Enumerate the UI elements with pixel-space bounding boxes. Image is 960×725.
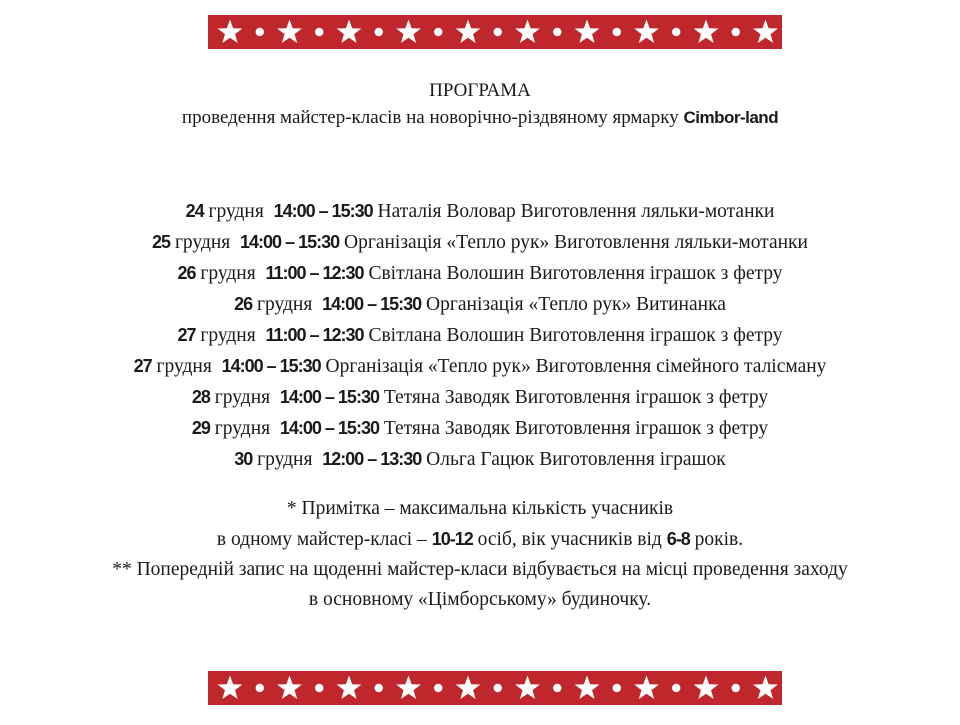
participant-age: 6-8 — [666, 529, 690, 549]
schedule-time: 14:00 – 15:30 — [279, 387, 379, 407]
schedule-month: грудня — [208, 201, 264, 222]
schedule-month: грудня — [174, 232, 231, 253]
dot-icon — [613, 684, 621, 692]
note-2-line-2: в основному «Цімборському» будиночку. — [308, 589, 652, 610]
schedule-activity: Виготовлення іграшок з фетру — [514, 387, 769, 408]
schedule-host: Організація «Тепло рук» — [325, 356, 531, 377]
schedule-time: 12:00 – 13:30 — [322, 449, 422, 469]
schedule-activity: Виготовлення ляльки-мотанки — [520, 201, 775, 222]
schedule-month: грудня — [214, 387, 271, 408]
participant-count: 10-12 — [431, 529, 473, 549]
schedule-activity: Виготовлення ляльки-мотанки — [554, 232, 808, 253]
schedule-month: грудня — [257, 449, 313, 470]
dot-icon — [494, 684, 502, 692]
schedule-row — [0, 196, 960, 227]
dot-icon — [494, 28, 502, 36]
schedule-day: 26 — [177, 263, 196, 283]
dot-icon — [613, 28, 621, 36]
schedule-host: Наталія Воловар — [377, 201, 516, 222]
schedule-row — [0, 444, 960, 475]
dot-icon — [256, 684, 264, 692]
schedule-day: 30 — [234, 449, 253, 469]
schedule-month: грудня — [200, 325, 256, 346]
note-1-text-c: років. — [689, 529, 744, 550]
schedule-time: 14:00 – 15:30 — [322, 294, 422, 314]
bottom-decorative-border — [208, 671, 782, 705]
dot-icon — [732, 684, 740, 692]
note-2-line-1: ** Попередній запис на щоденні майстер-класи відбувається на місці проведення заходу — [112, 559, 848, 580]
program-title: ПРОГРАМА — [429, 80, 531, 101]
schedule-activity: Витинанка — [636, 294, 726, 315]
note-1-line-1: * Примітка – максимальна кількість учасників — [286, 498, 674, 519]
schedule-activity: Виготовлення іграшок з фетру — [529, 325, 783, 346]
schedule-activity: Виготовлення іграшок з фетру — [529, 263, 783, 284]
schedule-time: 14:00 – 15:30 — [221, 356, 321, 376]
schedule-row — [0, 289, 960, 320]
schedule-day: 25 — [152, 232, 171, 252]
schedule-time: 14:00 – 15:30 — [279, 418, 379, 438]
top-decorative-border — [208, 15, 782, 49]
schedule-time: 11:00 – 12:30 — [265, 325, 364, 345]
notes-section — [0, 494, 960, 615]
dot-icon — [732, 28, 740, 36]
schedule-host: Світлана Волошин — [368, 263, 525, 284]
dot-icon — [256, 28, 264, 36]
subtitle-text: проведення майстер-класів на новорічно-різдвяному ярмарку — [181, 107, 684, 128]
schedule-host: Організація «Тепло рук» — [426, 294, 632, 315]
program-header — [0, 77, 960, 131]
schedule-activity: Виготовлення іграшок з фетру — [514, 418, 769, 439]
dot-icon — [434, 28, 442, 36]
dot-icon — [672, 28, 680, 36]
schedule-host: Тетяна Заводяк — [383, 387, 510, 408]
schedule-host: Організація «Тепло рук» — [344, 232, 550, 253]
note-1-text-a: в одному майстер-класі – — [216, 529, 432, 550]
schedule-day: 26 — [234, 294, 253, 314]
schedule-list — [0, 196, 960, 475]
schedule-month: грудня — [156, 356, 212, 377]
dot-icon — [315, 28, 323, 36]
schedule-row — [0, 413, 960, 444]
dot-icon — [553, 28, 561, 36]
schedule-day: 24 — [185, 201, 204, 221]
schedule-row — [0, 320, 960, 351]
schedule-day: 27 — [133, 356, 152, 376]
schedule-row — [0, 227, 960, 258]
dot-icon — [315, 684, 323, 692]
schedule-time: 14:00 – 15:30 — [273, 201, 373, 221]
dot-icon — [672, 684, 680, 692]
schedule-row — [0, 351, 960, 382]
schedule-month: грудня — [256, 294, 313, 315]
schedule-day: 27 — [177, 325, 196, 345]
schedule-activity: Виготовлення іграшок — [539, 449, 726, 470]
note-1-text-b: осіб, вік учасників від — [472, 529, 667, 550]
schedule-host: Світлана Волошин — [368, 325, 525, 346]
schedule-month: грудня — [200, 263, 256, 284]
schedule-time: 14:00 – 15:30 — [240, 232, 340, 252]
schedule-time: 11:00 – 12:30 — [265, 263, 364, 283]
dot-icon — [375, 28, 383, 36]
dot-icon — [375, 684, 383, 692]
schedule-host: Тетяна Заводяк — [383, 418, 510, 439]
schedule-host: Ольга Гацюк — [426, 449, 535, 470]
schedule-activity: Виготовлення сімейного талісману — [535, 356, 827, 377]
program-subtitle — [0, 104, 960, 131]
schedule-month: грудня — [214, 418, 271, 439]
note-1-line-2 — [0, 524, 960, 555]
schedule-row — [0, 258, 960, 289]
schedule-day: 28 — [191, 387, 210, 407]
schedule-row — [0, 382, 960, 413]
schedule-day: 29 — [191, 418, 210, 438]
dot-icon — [553, 684, 561, 692]
brand-name: Cimbor-land — [683, 108, 779, 127]
dot-icon — [434, 684, 442, 692]
